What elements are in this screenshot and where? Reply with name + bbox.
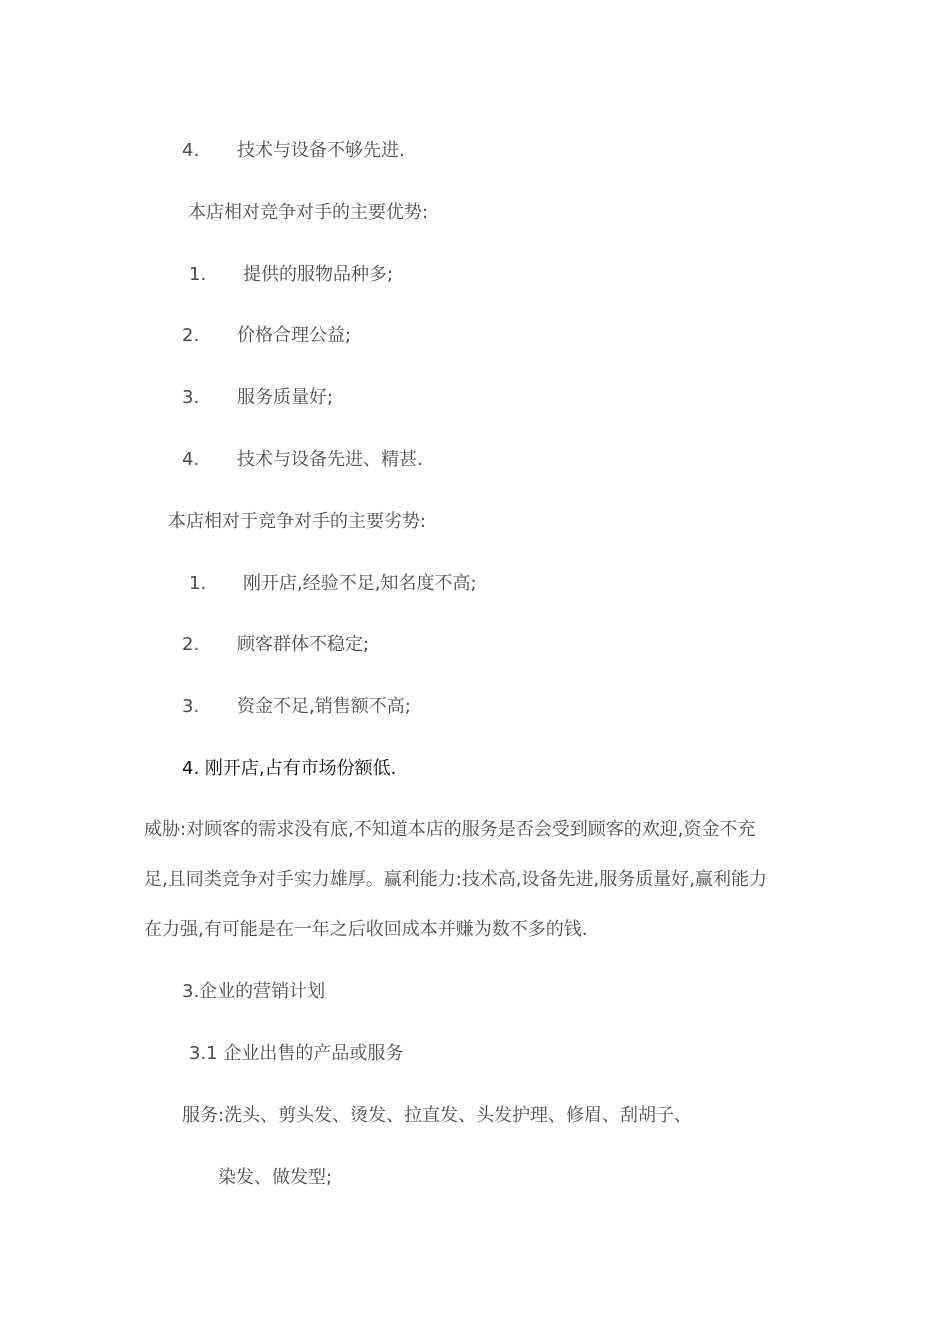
list-item-text: 4. 刚开店,占有市场份额低.: [182, 758, 397, 779]
list-number: 1.: [189, 573, 207, 594]
paragraph-line: 威胁:对顾客的需求没有底,不知道本店的服务是否会受到顾客的欢迎,资金不充: [144, 819, 756, 840]
advantages-heading: 本店相对竞争对手的主要优势:: [188, 202, 429, 223]
paragraph-line: 足,且同类竞争对手实力雄厚。赢利能力:技术高,设备先进,服务质量好,赢利能力: [144, 869, 767, 890]
list-number: 4.: [182, 140, 200, 161]
list-item-text: 价格合理公益;: [237, 325, 352, 346]
list-item-text: 提供的服物品种多;: [243, 264, 394, 285]
list-item-text: 服务质量好;: [237, 387, 334, 408]
list-number: 1.: [189, 264, 207, 285]
services-line: 服务:洗头、剪头发、烫发、拉直发、头发护理、修眉、刮胡子、: [182, 1105, 693, 1126]
list-number: 2.: [182, 634, 200, 655]
subsection-heading: 3.1 企业出售的产品或服务: [189, 1043, 404, 1064]
list-item-text: 技术与设备不够先进.: [237, 140, 405, 161]
list-item-text: 技术与设备先进、精甚.: [237, 449, 423, 470]
list-item-text: 顾客群体不稳定;: [237, 634, 370, 655]
paragraph-line: 在力强,有可能是在一年之后收回成本并赚为数不多的钱.: [144, 919, 588, 940]
list-item-text: 资金不足,销售额不高;: [237, 696, 411, 717]
disadvantages-heading: 本店相对于竞争对手的主要劣势:: [168, 511, 427, 532]
services-line: 染发、做发型;: [218, 1167, 333, 1188]
list-number: 3.: [182, 387, 200, 408]
list-item-text: 刚开店,经验不足,知名度不高;: [243, 573, 477, 594]
list-number: 3.: [182, 696, 200, 717]
section-heading: 3.企业的营销计划: [182, 981, 326, 1002]
list-number: 4.: [182, 449, 200, 470]
list-number: 2.: [182, 325, 200, 346]
